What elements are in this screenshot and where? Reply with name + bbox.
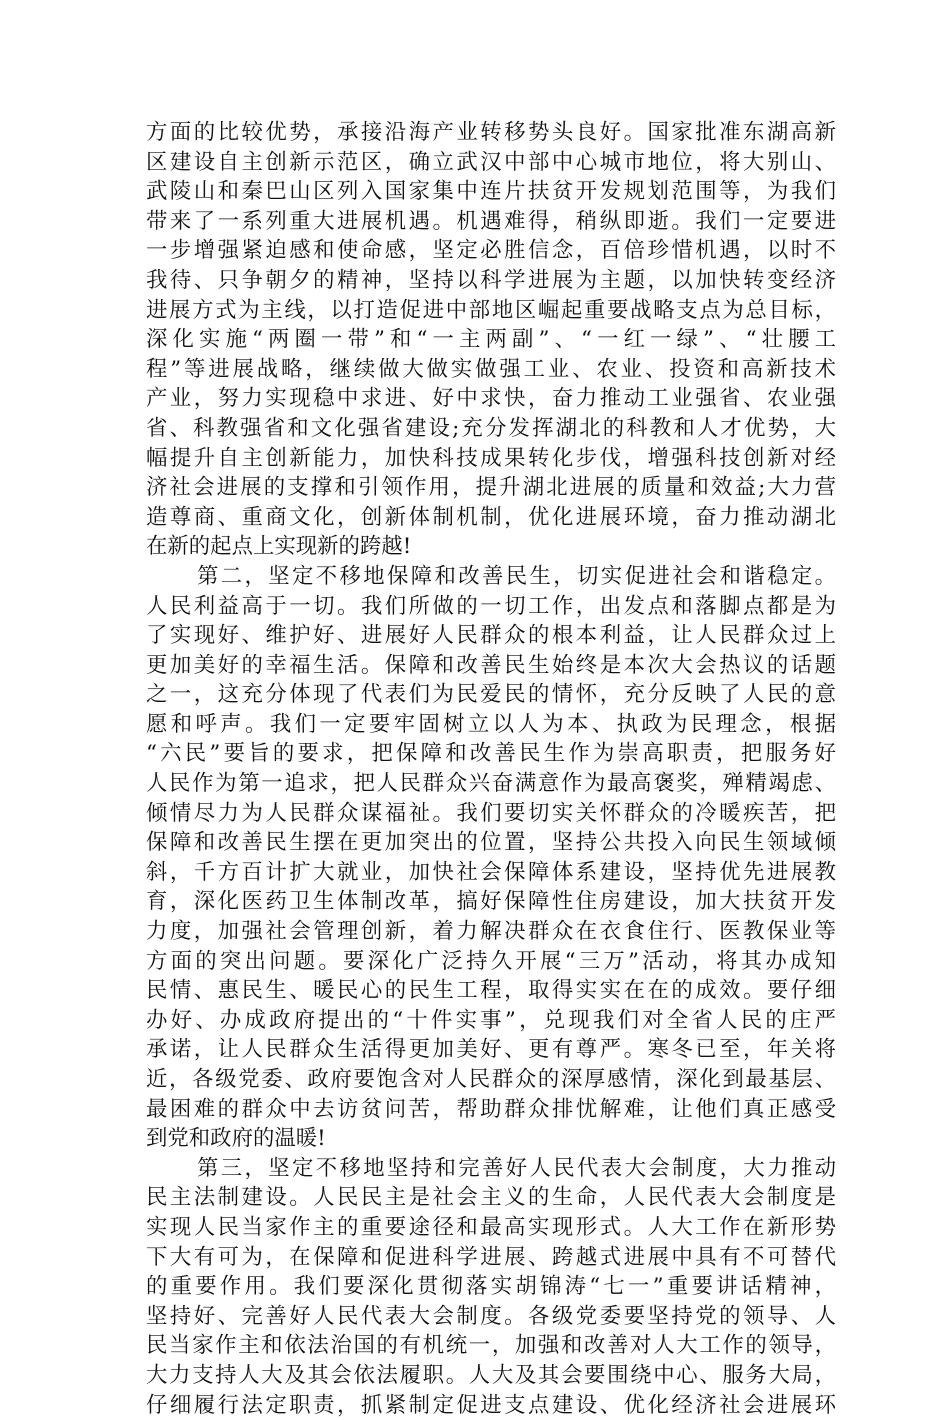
text-line: 济社会进展的支撑和引领作用，提升湖北进展的质量和效益;大力营 [146, 475, 836, 501]
text-line: 近，各级党委、政府要饱含对人民群众的深厚感情，深化到最基层、 [146, 1067, 836, 1092]
text-line: 实现人民当家作主的重要途径和最高实现形式。人大工作在新形势 [146, 1214, 836, 1240]
text-line: 大力支持人大及其会依法履职。人大及其会要围绕中心、服务大局， [146, 1362, 836, 1388]
text-line: 省、科教强省和文化强省建设;充分发挥湖北的科教和人才优势，大 [146, 415, 836, 441]
paragraph-first-line: 第三，坚定不移地坚持和完善好人民代表大会制度，大力推动 [197, 1155, 836, 1181]
text-line: 造尊商、重商文化，创新体制机制，优化进展环境，奋力推动湖北 [146, 504, 836, 530]
text-line: 人民利益高于一切。我们所做的一切工作，出发点和落脚点都是为 [146, 593, 836, 619]
text-line: 深化实施“两圈一带”和“一主两副”、“一红一绿”、“壮腰工 [146, 327, 836, 353]
text-line: 更加美好的幸福生活。保障和改善民生始终是本次大会热议的话题 [146, 652, 836, 678]
text-line: 最困难的群众中去访贫问苦，帮助群众排忧解难，让他们真正感受 [146, 1096, 836, 1122]
text-line: 育，深化医药卫生体制改革，搞好保障性住房建设，加大扶贫开发 [146, 889, 836, 915]
text-line: 斜，千方百计扩大就业，加快社会保障体系建设，坚持优先进展教 [146, 859, 836, 885]
text-line: 幅提升自主创新能力，加快科技成果转化步伐，增强科技创新对经 [146, 445, 836, 471]
text-line: 到党和政府的温暖! [146, 1126, 326, 1152]
text-line: 之一，这充分体现了代表们为民爱民的情怀，充分反映了人民的意 [146, 682, 836, 708]
text-line: 产业，努力实现稳中求进、好中求快，奋力推动工业强省、农业强 [146, 386, 836, 412]
text-line: 一步增强紧迫感和使命感，坚定必胜信念，百倍珍惜机遇，以时不 [146, 238, 836, 264]
text-line: 人民作为第一追求，把人民群众兴奋满意作为最高褒奖，殚精竭虑、 [146, 771, 836, 797]
text-line: 保障和改善民生摆在更加突出的位置，坚持公共投入向民生领域倾 [146, 830, 836, 856]
document-body [146, 118, 836, 1420]
text-line: 民主法制建设。人民民主是社会主义的生命，人民代表大会制度是 [146, 1185, 836, 1211]
text-line: 民情、惠民生、暖民心的民生工程，取得实实在在的成效。要仔细 [146, 978, 836, 1004]
text-line: 带来了一系列重大进展机遇。机遇难得，稍纵即逝。我们一定要进 [146, 208, 836, 234]
paragraph-first-line: 第二，坚定不移地保障和改善民生，切实促进社会和谐稳定。 [197, 563, 836, 589]
text-line: 在新的起点上实现新的跨越! [146, 534, 412, 560]
text-line: 民当家作主和依法治国的有机统一，加强和改善对人大工作的领导， [146, 1333, 836, 1359]
text-line: 进展方式为主线，以打造促进中部地区崛起重要战略支点为总目标， [146, 297, 836, 323]
text-line: 方面的突出问题。要深化广泛持久开展“三万”活动，将其办成知 [146, 948, 836, 974]
text-line: 武陵山和秦巴山区列入国家集中连片扶贫开发规划范围等，为我们 [146, 179, 836, 205]
text-line: 坚持好、完善好人民代表大会制度。各级党委要坚持党的领导、人 [146, 1303, 836, 1329]
text-line: 了实现好、维护好、进展好人民群众的根本利益，让人民群众过上 [146, 623, 836, 649]
text-line: 仔细履行法定职责，抓紧制定促进支点建设、优化经济社会进展环 [146, 1392, 836, 1418]
text-line: 方面的比较优势，承接沿海产业转移势头良好。国家批准东湖高新 [146, 120, 836, 145]
text-line: 力度，加强社会管理创新，着力解决群众在衣食住行、医教保业等 [146, 919, 836, 945]
text-line: 区建设自主创新示范区，确立武汉中部中心城市地位，将大别山、 [146, 149, 836, 175]
text-line: “六民”要旨的要求，把保障和改善民生作为崇高职责，把服务好 [146, 741, 836, 767]
text-line: 下大有可为，在保障和促进科学进展、跨越式进展中具有不可替代 [146, 1244, 836, 1270]
text-line: 承诺，让人民群众生活得更加美好、更有尊严。寒冬已至，年关将 [146, 1037, 836, 1063]
text-line: 办好、办成政府提出的“十件实事”，兑现我们对全省人民的庄严 [146, 1007, 836, 1033]
text-line: 愿和呼声。我们一定要牢固树立以人为本、执政为民理念，根据 [146, 711, 836, 737]
text-line: 的重要作用。我们要深化贯彻落实胡锦涛“七一”重要讲话精神， [146, 1274, 836, 1300]
text-line: 程”等进展战略，继续做大做实做强工业、农业、投资和高新技术 [146, 356, 836, 382]
text-line: 倾情尽力为人民群众谋福祉。我们要切实关怀群众的冷暖疾苦，把 [146, 800, 836, 826]
text-line: 我待、只争朝夕的精神，坚持以科学进展为主题，以加快转变经济 [146, 267, 836, 293]
